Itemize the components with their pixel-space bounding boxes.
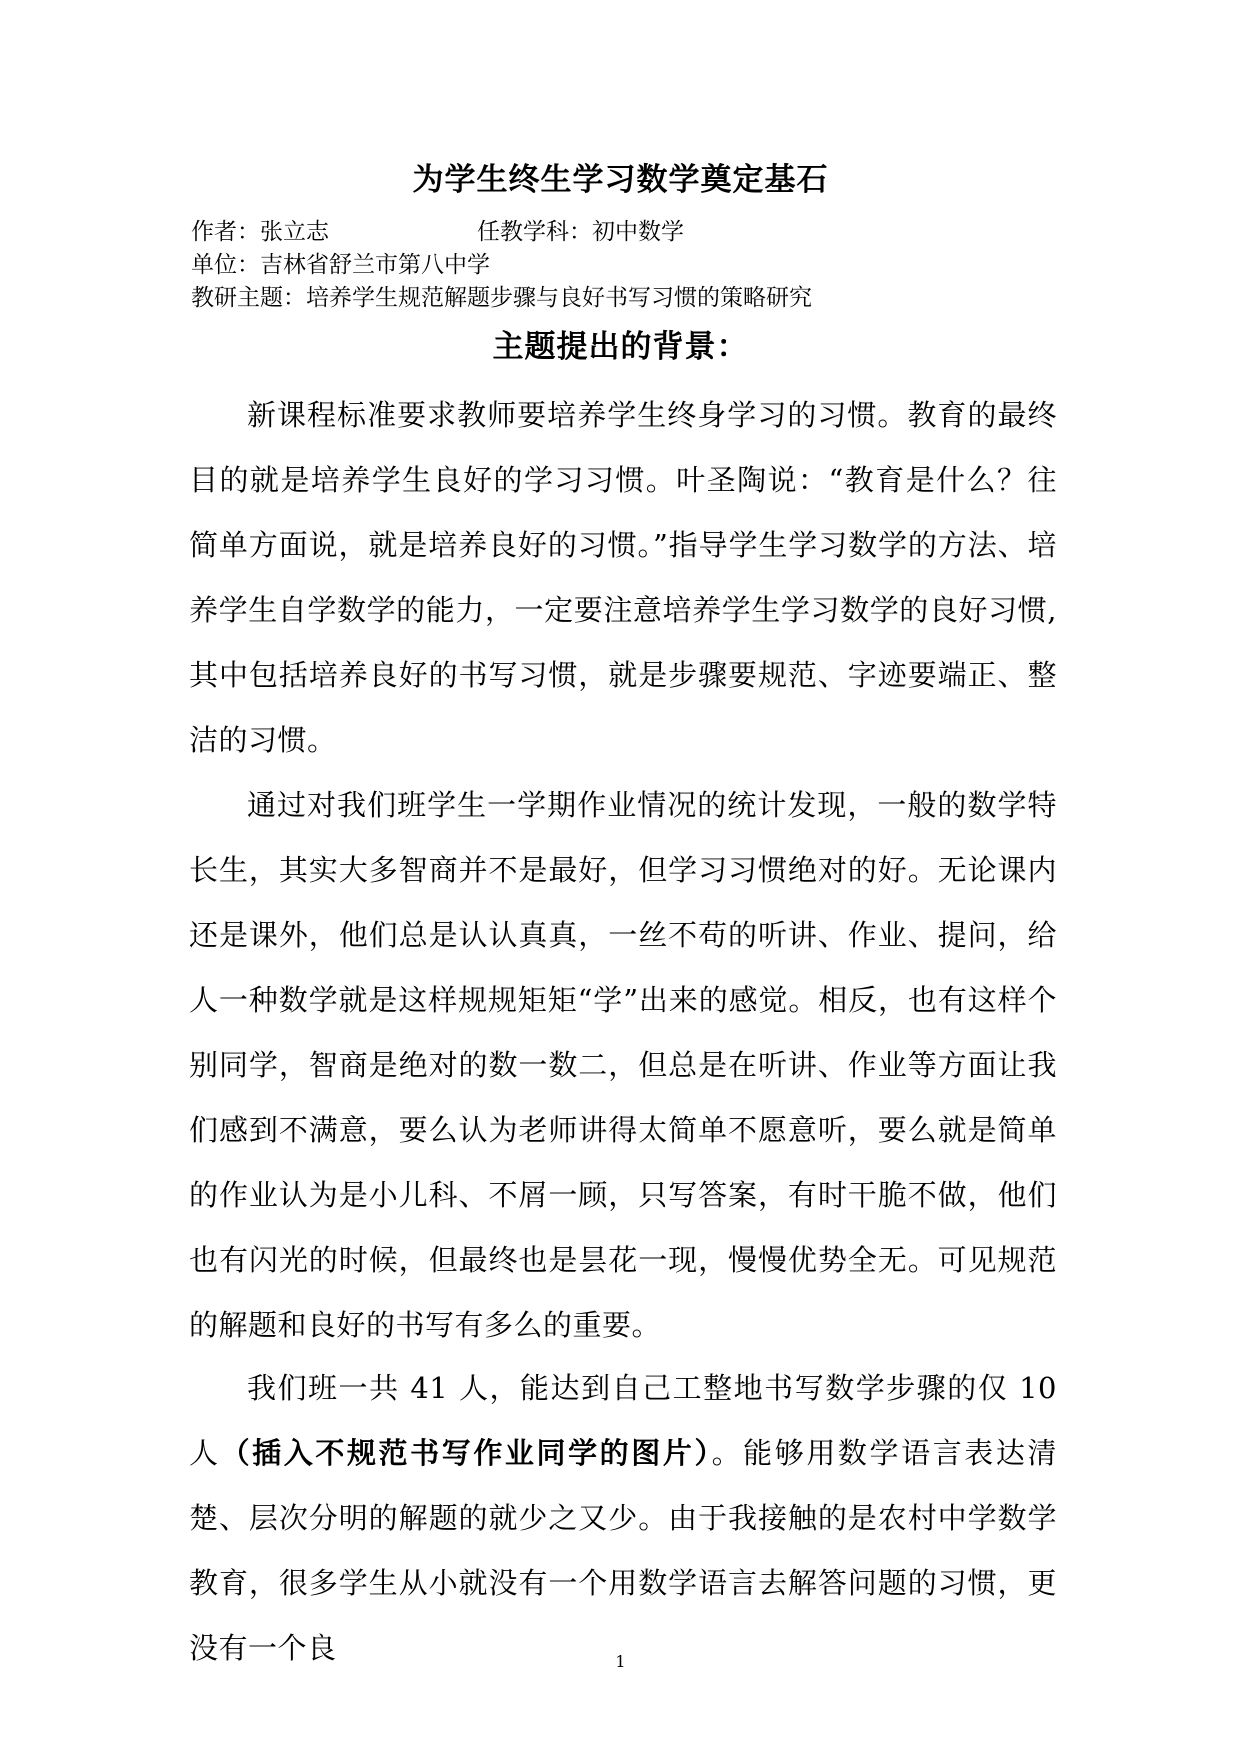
author-line: 作者：张立志 bbox=[191, 219, 329, 245]
paragraph-3 bbox=[189, 1356, 1057, 1681]
unit-line: 单位：吉林省舒兰市第八中学 bbox=[191, 252, 490, 278]
paragraph-3-end: 。能够用数学语言表达清楚、层次分明的解题的就少之又少。由于我接触的是农村中学数学教育，很多学生从小就没有一个用数学语言去解答问题的习惯，更没有一个良 bbox=[189, 1436, 1057, 1665]
section-heading: 主题提出的背景： bbox=[492, 329, 749, 365]
paragraph-1: 新课程标准要求教师要培养学生终身学习的习惯。教育的最终目的就是培养学生良好的学习习惯。叶圣陶说：“教育是什么？往简单方面说，就是培养良好的习惯。”指导学生学习数学的方法、培养学生自学数学的能力，一定要注意培养学生学习数学的良好习惯,其中包括培养良好的书写习惯，就是步骤要规范、字迹要端正、整洁的习惯。 bbox=[189, 398, 1057, 757]
page-number: 1 bbox=[615, 1652, 626, 1671]
document-title: 为学生终生学习数学奠定基石 bbox=[412, 162, 829, 198]
image-placeholder-note: （插入不规范书写作业同学的图片） bbox=[220, 1436, 712, 1470]
subject-line: 任教学科：初中数学 bbox=[477, 219, 684, 245]
paragraph-2: 通过对我们班学生一学期作业情况的统计发现，一般的数学特长生，其实大多智商并不是最好，但学习习惯绝对的好。无论课内还是课外，他们总是认认真真，一丝不苟的听讲、作业、提问，给人一种数学就是这样规规矩矩“学”出来的感觉。相反，也有这样个别同学，智商是绝对的数一数二，但总是在听讲、作业等方面让我们感到不满意，要么认为老师讲得太简单不愿意听，要么就是简单的作业认为是小儿科、不屑一顾，只写答案，有时干脆不做，他们也有闪光的时候，但最终也是昙花一现，慢慢优势全无。可见规范的解题和良好的书写有多么的重要。 bbox=[189, 788, 1057, 1342]
topic-line: 教研主题：培养学生规范解题步骤与良好书写习惯的策略研究 bbox=[191, 285, 812, 311]
paragraph-3-start: 我们班一共 41 人，能达到自己工整地书写数学步骤的仅 10 人 bbox=[189, 1371, 1057, 1470]
meta-author-row bbox=[191, 217, 684, 247]
